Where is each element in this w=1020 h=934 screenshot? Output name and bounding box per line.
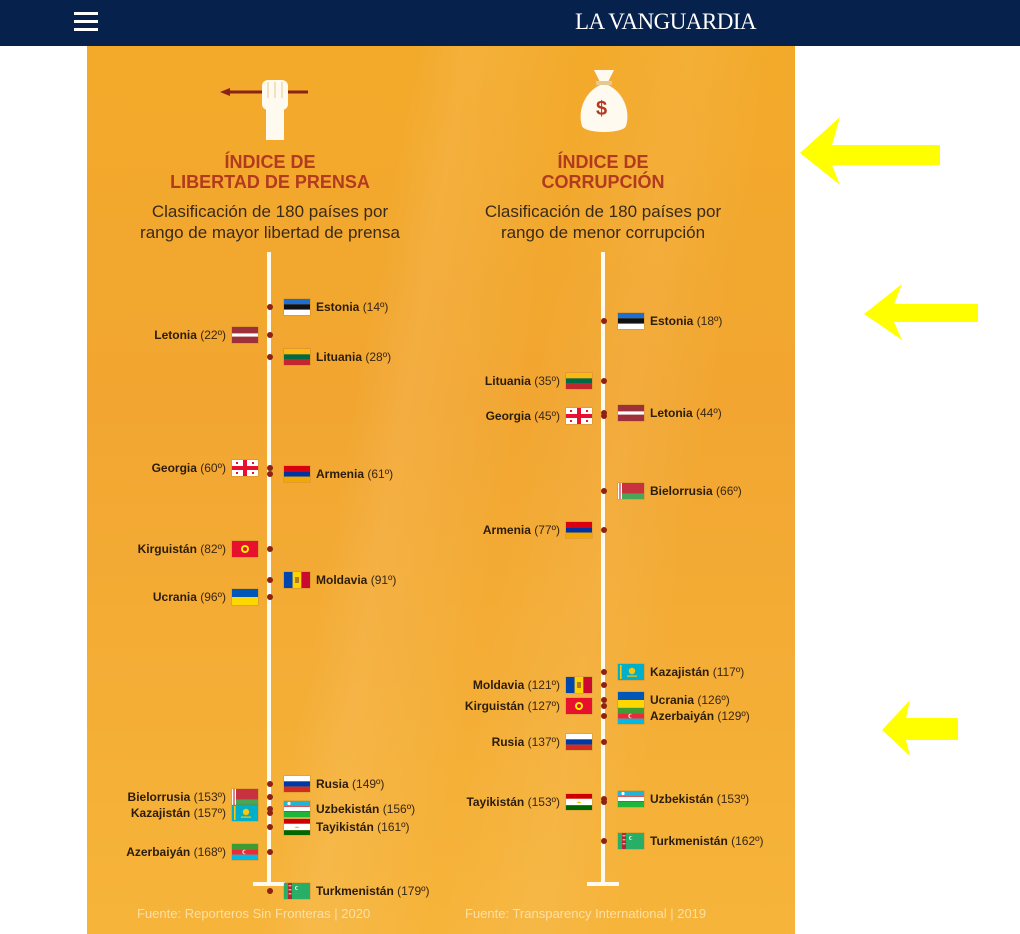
country-rank: (45º) xyxy=(534,409,560,423)
country-rank: (161º) xyxy=(377,820,410,834)
press-freedom-title-line-1: ÍNDICE DE xyxy=(224,152,316,172)
corruption-entry-belarus xyxy=(618,482,742,500)
kyrgyzstan-flag-icon xyxy=(232,541,258,557)
country-label xyxy=(483,523,560,537)
country-label xyxy=(126,845,226,859)
country-name: Moldavia xyxy=(316,573,368,587)
armenia-flag-icon xyxy=(566,522,592,538)
belarus-flag-icon xyxy=(232,789,258,805)
kazakhstan-flag-icon xyxy=(232,805,258,821)
country-label xyxy=(466,795,560,809)
press-freedom-entry-azerbaijan xyxy=(126,843,258,861)
left-arrow-icon xyxy=(864,282,980,342)
corruption-title xyxy=(473,152,733,192)
country-label xyxy=(316,820,410,834)
country-name: Rusia xyxy=(491,735,525,749)
belarus-flag-icon xyxy=(618,483,644,499)
lithuania-flag-icon xyxy=(284,349,310,365)
country-label xyxy=(492,735,560,749)
left-arrow-icon xyxy=(880,698,960,758)
country-label xyxy=(486,409,560,423)
press-freedom-subtitle-line-2: rango de mayor libertad de prensa xyxy=(140,223,400,242)
country-rank: (96º) xyxy=(200,590,226,604)
press-freedom-marker xyxy=(267,794,273,800)
country-label xyxy=(650,792,749,806)
press-freedom-entry-lithuania xyxy=(284,348,391,366)
country-rank: (91º) xyxy=(370,573,397,587)
press-freedom-entry-estonia xyxy=(284,298,388,316)
press-freedom-marker xyxy=(267,824,273,830)
country-label xyxy=(650,665,744,679)
country-label xyxy=(650,314,722,328)
corruption-title-line-1: ÍNDICE DE xyxy=(557,152,649,172)
country-rank: (156º) xyxy=(382,802,416,816)
country-rank: (82º) xyxy=(200,542,226,556)
country-name: Uzbekistán xyxy=(650,792,714,806)
country-rank: (126º) xyxy=(697,693,730,707)
country-rank: (153º) xyxy=(527,795,560,809)
moldova-flag-icon xyxy=(284,572,310,588)
corruption-entry-kyrgyzstan xyxy=(465,697,592,715)
country-rank: (137º) xyxy=(527,735,560,749)
press-freedom-entry-tajikistan xyxy=(284,818,410,836)
press-freedom-marker xyxy=(267,810,273,816)
estonia-flag-icon xyxy=(618,313,644,329)
country-rank: (60º) xyxy=(200,461,226,475)
country-rank: (129º) xyxy=(717,709,750,723)
press-freedom-marker xyxy=(267,594,273,600)
corruption-entry-georgia xyxy=(486,407,592,425)
press-freedom-title-line-2: LIBERTAD DE PRENSA xyxy=(170,172,370,192)
corruption-marker xyxy=(601,410,607,416)
press-freedom-marker xyxy=(267,546,273,552)
press-freedom-source: Fuente: Reporteros Sin Fronteras | 2020 xyxy=(137,906,371,921)
corruption-entry-lithuania xyxy=(485,372,592,390)
press-freedom-entry-moldova xyxy=(284,571,396,589)
lithuania-flag-icon xyxy=(566,373,592,389)
corruption-marker xyxy=(601,739,607,745)
country-label xyxy=(485,374,560,388)
country-label xyxy=(316,573,396,587)
corruption-entry-tajikistan xyxy=(466,793,592,811)
press-freedom-axis xyxy=(267,252,271,884)
press-freedom-entry-latvia xyxy=(154,326,258,344)
country-label xyxy=(650,834,764,848)
country-label xyxy=(152,461,226,475)
latvia-flag-icon xyxy=(618,405,644,421)
press-freedom-marker xyxy=(267,471,273,477)
country-label xyxy=(650,484,742,498)
corruption-marker xyxy=(601,796,607,802)
azerbaijan-flag-icon xyxy=(618,708,644,724)
country-rank: (18º) xyxy=(696,314,723,328)
press-freedom-entry-ukraine xyxy=(153,588,258,606)
country-name: Letonia xyxy=(154,328,197,342)
corruption-entry-turkmenistan xyxy=(618,832,764,850)
infographic xyxy=(87,46,795,934)
country-label xyxy=(154,328,226,342)
country-label xyxy=(316,300,388,314)
ukraine-flag-icon xyxy=(618,692,644,708)
country-rank: (66º) xyxy=(716,484,742,498)
country-name: Uzbekistán xyxy=(316,802,380,816)
kyrgyzstan-flag-icon xyxy=(566,698,592,714)
corruption-marker xyxy=(601,838,607,844)
country-rank: (117º) xyxy=(712,665,745,679)
corruption-entry-moldova xyxy=(473,676,592,694)
country-name: Georgia xyxy=(485,409,531,423)
country-name: Lituania xyxy=(316,350,363,364)
dollar-sign: $ xyxy=(596,98,608,120)
country-rank: (157º) xyxy=(193,806,226,820)
corruption-marker xyxy=(601,488,607,494)
country-label xyxy=(138,542,226,556)
country-name: Rusia xyxy=(316,777,349,791)
left-arrow-icon xyxy=(800,115,942,187)
country-name: Turkmenistán xyxy=(650,834,728,848)
country-name: Armenia xyxy=(482,523,531,537)
country-rank: (153º) xyxy=(193,790,226,804)
country-rank: (61º) xyxy=(367,467,394,481)
press-freedom-marker xyxy=(267,781,273,787)
country-rank: (153º) xyxy=(716,792,750,806)
site-logo[interactable]: LA VANGUARDIA xyxy=(575,9,757,34)
corruption-marker xyxy=(601,703,607,709)
country-rank: (35º) xyxy=(534,374,560,388)
turkmenistan-flag-icon xyxy=(284,883,310,899)
uzbekistan-flag-icon xyxy=(618,791,644,807)
press-freedom-axis-base xyxy=(253,882,285,886)
country-name: Kirguistán xyxy=(137,542,197,556)
press-freedom-entry-russia xyxy=(284,775,384,793)
tajikistan-flag-icon xyxy=(284,819,310,835)
corruption-marker xyxy=(601,713,607,719)
corruption-subtitle xyxy=(438,201,768,243)
country-name: Kazajistán xyxy=(130,806,191,820)
georgia-flag-icon xyxy=(232,460,258,476)
armenia-flag-icon xyxy=(284,466,310,482)
kazakhstan-flag-icon xyxy=(618,664,644,680)
corruption-source: Fuente: Transparency International | 2019 xyxy=(465,906,707,921)
corruption-marker xyxy=(601,669,607,675)
country-label xyxy=(316,802,415,816)
corruption-axis xyxy=(601,252,605,884)
corruption-marker xyxy=(601,682,607,688)
country-label xyxy=(316,350,391,364)
country-rank: (121º) xyxy=(527,678,560,692)
moldova-flag-icon xyxy=(566,677,592,693)
corruption-entry-uzbekistan xyxy=(618,790,749,808)
press-freedom-entry-turkmenistan xyxy=(284,882,430,900)
country-rank: (44º) xyxy=(696,406,722,420)
corruption-entry-armenia xyxy=(483,521,592,539)
country-rank: (14º) xyxy=(362,300,389,314)
money-bag-icon xyxy=(576,66,632,138)
press-freedom-marker xyxy=(267,849,273,855)
corruption-subtitle-line-1: Clasificación de 180 países por xyxy=(484,202,722,221)
press-freedom-subtitle xyxy=(105,201,435,243)
corruption-entry-azerbaijan xyxy=(618,707,750,725)
country-name: Armenia xyxy=(316,467,365,481)
ukraine-flag-icon xyxy=(232,589,258,605)
country-label xyxy=(128,790,226,804)
country-label xyxy=(153,590,226,604)
corruption-marker xyxy=(601,318,607,324)
press-freedom-marker xyxy=(267,577,273,583)
country-label xyxy=(131,806,226,820)
country-name: Azerbaiyán xyxy=(126,845,191,859)
russia-flag-icon xyxy=(284,776,310,792)
country-name: Georgia xyxy=(151,461,197,475)
press-freedom-marker xyxy=(267,332,273,338)
corruption-entry-estonia xyxy=(618,312,722,330)
country-name: Kazajistán xyxy=(650,665,710,679)
press-freedom-title xyxy=(140,152,400,192)
country-label xyxy=(316,467,393,481)
country-rank: (127º) xyxy=(527,699,560,713)
country-name: Estonia xyxy=(316,300,360,314)
latvia-flag-icon xyxy=(232,327,258,343)
russia-flag-icon xyxy=(566,734,592,750)
country-label xyxy=(465,699,560,713)
estonia-flag-icon xyxy=(284,299,310,315)
country-name: Moldavia xyxy=(472,678,525,692)
press-freedom-entry-armenia xyxy=(284,465,393,483)
press-freedom-entry-uzbekistan xyxy=(284,800,415,818)
georgia-flag-icon xyxy=(566,408,592,424)
country-rank: (162º) xyxy=(731,834,764,848)
corruption-marker xyxy=(601,527,607,533)
raised-fist-pen-icon xyxy=(220,74,320,144)
corruption-title-line-2: CORRUPCIÓN xyxy=(541,172,665,192)
country-name: Tayikistán xyxy=(316,820,374,834)
country-rank: (22º) xyxy=(200,328,226,342)
country-name: Azerbaiyán xyxy=(650,709,715,723)
country-name: Letonia xyxy=(650,406,693,420)
country-label xyxy=(650,693,730,707)
press-freedom-entry-kazakhstan xyxy=(131,804,258,822)
country-rank: (28º) xyxy=(365,350,392,364)
country-name: Ucrania xyxy=(650,693,695,707)
uzbekistan-flag-icon xyxy=(284,801,310,817)
press-freedom-marker xyxy=(267,354,273,360)
top-navigation-bar xyxy=(0,0,1020,46)
country-label xyxy=(473,678,560,692)
country-name: Lituania xyxy=(484,374,531,388)
country-rank: (179º) xyxy=(397,884,430,898)
country-rank: (149º) xyxy=(352,777,385,791)
country-name: Turkmenistán xyxy=(316,884,394,898)
press-freedom-entry-kyrgyzstan xyxy=(138,540,258,558)
azerbaijan-flag-icon xyxy=(232,844,258,860)
country-rank: (77º) xyxy=(534,523,560,537)
corruption-entry-latvia xyxy=(618,404,722,422)
country-label xyxy=(316,777,384,791)
press-freedom-marker xyxy=(267,888,273,894)
country-rank: (168º) xyxy=(193,845,226,859)
country-name: Estonia xyxy=(650,314,694,328)
corruption-subtitle-line-2: rango de menor corrupción xyxy=(500,223,706,242)
country-name: Bielorrusia xyxy=(127,790,191,804)
press-freedom-marker xyxy=(267,304,273,310)
corruption-axis-base xyxy=(587,882,619,886)
turkmenistan-flag-icon xyxy=(618,833,644,849)
country-name: Bielorrusia xyxy=(650,484,713,498)
hamburger-menu-icon[interactable] xyxy=(74,12,98,32)
country-label xyxy=(316,884,430,898)
press-freedom-subtitle-line-1: Clasificación de 180 países por xyxy=(151,202,389,221)
country-label xyxy=(650,709,750,723)
country-label xyxy=(650,406,722,420)
country-name: Ucrania xyxy=(152,590,197,604)
press-freedom-entry-georgia xyxy=(152,459,258,477)
country-name: Tayikistán xyxy=(466,795,525,809)
corruption-entry-kazakhstan xyxy=(618,663,744,681)
corruption-entry-russia xyxy=(492,733,592,751)
tajikistan-flag-icon xyxy=(566,794,592,810)
corruption-marker xyxy=(601,378,607,384)
country-name: Kirguistán xyxy=(464,699,525,713)
